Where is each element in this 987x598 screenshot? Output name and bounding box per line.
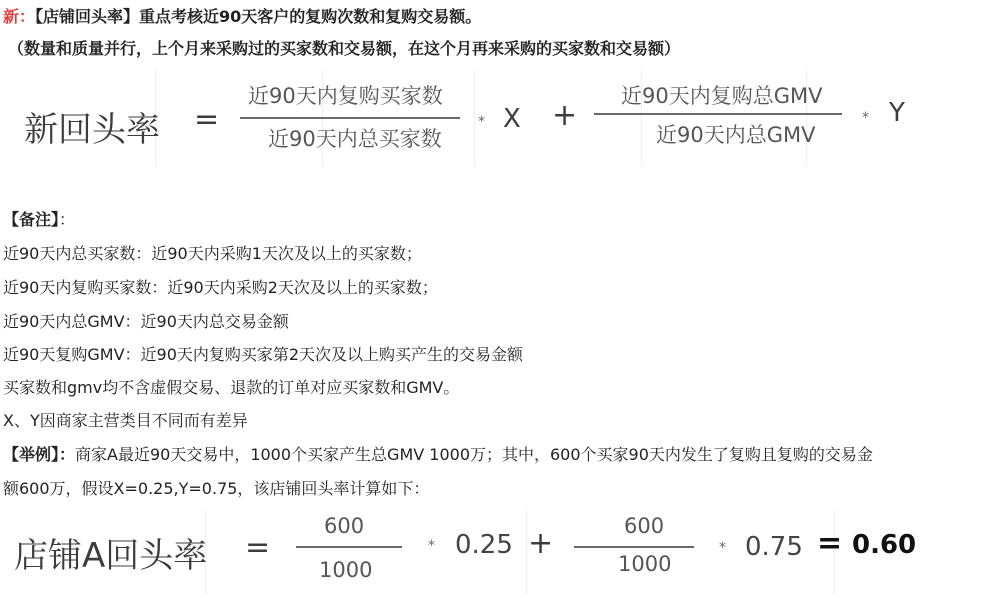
formula1-var-y: Y bbox=[889, 98, 905, 128]
example-text-1: 商家A最近90天交易中，1000个买家产生总GMV 1000万；其中，600个买家90天内发生了复购且复购的交易金 bbox=[75, 445, 873, 464]
note-line: 近90天内总GMV：近90天内总交易金额 bbox=[3, 312, 289, 331]
formula2-plus: + bbox=[528, 526, 554, 561]
title-text: 【店铺回头率】重点考核近90天客户的复购次数和复购交易额。 bbox=[35, 7, 482, 26]
formula1-frac2-bar bbox=[594, 113, 842, 115]
example-line-2: 额600万，假设X=0.25,Y=0.75，该店铺回头率计算如下： bbox=[3, 479, 430, 498]
formula2-coef2: 0.75 bbox=[745, 532, 803, 562]
formula2-result: 0.60 bbox=[852, 530, 917, 560]
formula-new-return-rate bbox=[0, 64, 987, 174]
formula2-frac1-denominator: 1000 bbox=[319, 558, 373, 582]
formula-example-calculation bbox=[0, 506, 987, 598]
formula1-frac1-numerator: 近90天内复购买家数 bbox=[248, 84, 443, 108]
note-line: 近90天复购GMV：近90天内复购买家第2天次及以上购买产生的交易金额 bbox=[3, 345, 524, 364]
formula1-frac2-numerator: 近90天内复购总GMV bbox=[621, 84, 823, 108]
note-line: X、Y因商家主营类目不同而有差异 bbox=[3, 411, 248, 430]
formula2-frac1-bar bbox=[296, 546, 402, 548]
formula1-frac1-denominator: 近90天内总买家数 bbox=[268, 127, 442, 151]
formula1-frac1-bar bbox=[240, 117, 460, 119]
example-line-1 bbox=[3, 445, 873, 465]
intro-title bbox=[3, 7, 481, 27]
note-line: 买家数和gmv均不含虚假交易、退款的订单对应买家数和GMV。 bbox=[3, 378, 460, 397]
formula2-frac2-numerator: 600 bbox=[624, 514, 665, 538]
formula2-frac2-bar bbox=[574, 546, 694, 548]
new-label: 新： bbox=[3, 7, 36, 26]
formula2-frac2-denominator: 1000 bbox=[618, 552, 672, 576]
notes-heading-colon: ： bbox=[59, 210, 76, 229]
intro-subtitle: （数量和质量并行，上个月来采购过的买家数和交易额，在这个月再来采购的买家数和交易额） bbox=[8, 39, 681, 58]
note-line: 近90天内复购买家数：近90天内采购2天次及以上的买家数； bbox=[3, 278, 438, 297]
formula1-frac2-denominator: 近90天内总GMV bbox=[656, 123, 816, 147]
formula1-equals: = bbox=[194, 102, 220, 137]
formula2-coef1: 0.25 bbox=[455, 530, 513, 560]
formula2-lhs: 店铺A回头率 bbox=[14, 536, 208, 576]
formula1-mul2: * bbox=[862, 110, 869, 126]
formula2-equals: = bbox=[245, 530, 271, 565]
formula2-equals-result: = bbox=[817, 526, 843, 561]
formula1-lhs: 新回头率 bbox=[24, 110, 160, 150]
formula1-plus: + bbox=[552, 98, 578, 133]
formula1-mul1: * bbox=[478, 114, 485, 130]
formula1-var-x: X bbox=[503, 104, 521, 134]
example-heading: 【举例】： bbox=[3, 445, 76, 464]
formula2-frac1-numerator: 600 bbox=[324, 514, 365, 538]
formula2-mul2: * bbox=[719, 540, 726, 556]
notes-heading bbox=[3, 210, 75, 230]
note-line: 近90天内总买家数：近90天内采购1天次及以上的买家数； bbox=[3, 244, 422, 263]
formula2-mul1: * bbox=[428, 538, 435, 554]
notes-heading-label: 【备注】 bbox=[3, 210, 60, 229]
